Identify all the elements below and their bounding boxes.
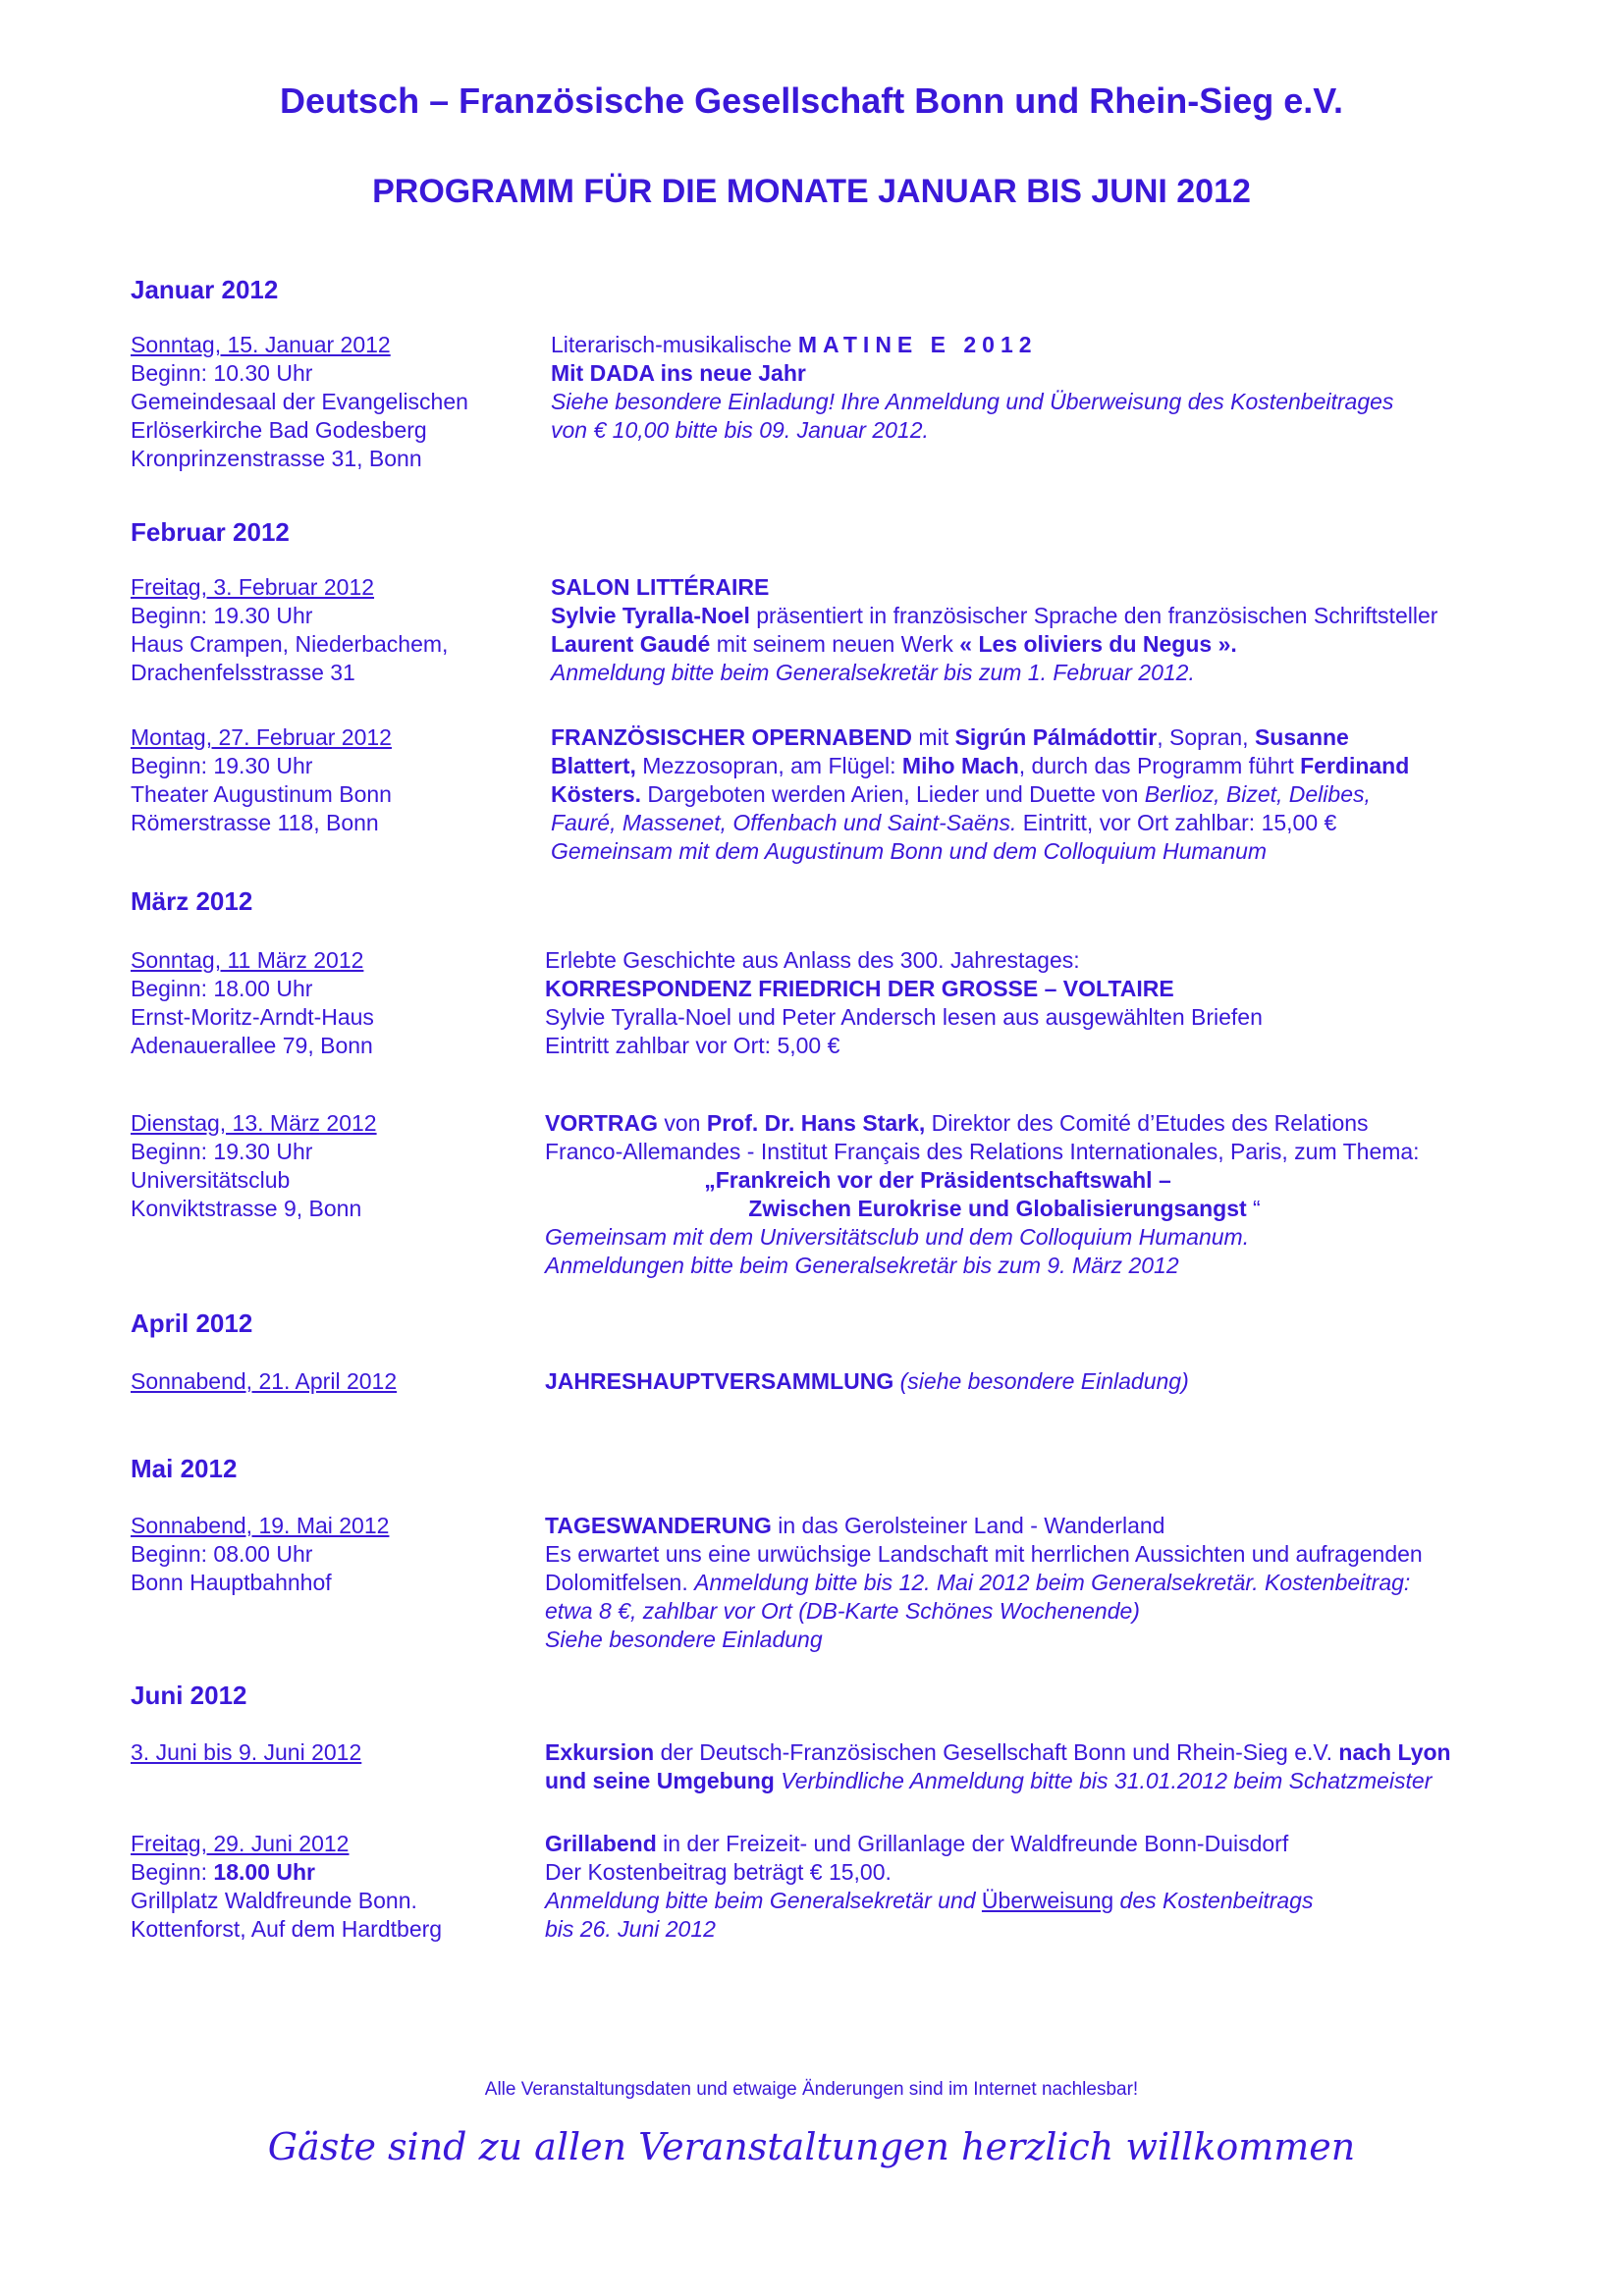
event-date: Montag, 27. Februar 2012 <box>131 724 392 750</box>
society-title: Deutsch – Französische Gesellschaft Bonn und Rhein-Sieg e.V. <box>280 80 1343 121</box>
event-text: , Sopran, <box>1157 724 1255 750</box>
month-heading-maerz: März 2012 <box>131 886 253 916</box>
event-title: KORRESPONDENZ FRIEDRICH DER GROSSE – VOLTAIRE <box>545 976 1174 1001</box>
event-korrespondenz <box>131 946 1544 1064</box>
event-line: Franco-Allemandes - Institut Français des Relations Internationales, Paris, zum Thema: <box>545 1139 1420 1164</box>
event-text: des Kostenbeitrags <box>1113 1888 1314 1913</box>
event-details <box>131 1830 523 1944</box>
event-date: 3. Juni bis 9. Juni 2012 <box>131 1739 362 1765</box>
event-venue: Gemeindesaal der Evangelischen <box>131 389 468 414</box>
event-matinee <box>131 331 1544 478</box>
event-text: “ <box>1246 1196 1261 1221</box>
event-text: nach Lyon <box>1338 1739 1451 1765</box>
event-opernabend <box>131 723 1544 871</box>
event-details <box>131 723 523 837</box>
event-text: Mezzosopran, am Flügel: <box>635 753 902 778</box>
event-text: Sigrún Pálmádottir <box>954 724 1158 750</box>
event-date: Sonntag, 15. Januar 2012 <box>131 332 391 357</box>
event-venue: Theater Augustinum Bonn <box>131 781 392 807</box>
event-title: VORTRAG <box>545 1110 658 1136</box>
event-venue: Ernst-Moritz-Arndt-Haus <box>131 1004 374 1030</box>
event-line <box>551 630 1437 659</box>
event-salon-litteraire <box>131 573 1544 691</box>
event-line: Erlebte Geschichte aus Anlass des 300. Jahrestages: <box>545 947 1080 973</box>
event-description <box>545 1738 1451 1795</box>
event-venue: Erlöserkirche Bad Godesberg <box>131 417 427 443</box>
event-address: Konviktstrasse 9, Bonn <box>131 1196 362 1221</box>
event-date: Dienstag, 13. März 2012 <box>131 1110 377 1136</box>
event-line <box>545 1738 1451 1767</box>
event-note: Anmeldungen bitte beim Generalsekretär bis zum 9. März 2012 <box>545 1253 1179 1278</box>
event-note: Verbindliche Anmeldung bitte bis 31.01.2012 beim Schatzmeister <box>774 1768 1433 1793</box>
event-description <box>551 723 1409 866</box>
event-text: Beginn: <box>131 1859 214 1885</box>
event-text: Susanne <box>1254 724 1349 750</box>
event-subtitle: Mit DADA ins neue Jahr <box>551 360 806 386</box>
event-note: bis 26. Juni 2012 <box>545 1916 716 1942</box>
event-text: mit <box>912 724 955 750</box>
closing-line: Gäste sind zu allen Veranstaltungen herzlich willkommen <box>267 2125 1356 2168</box>
event-note: Anmeldung bitte beim Generalsekretär bis zum 1. Februar 2012. <box>551 660 1195 685</box>
event-topic <box>545 1195 1527 1223</box>
event-line <box>545 1109 1527 1138</box>
event-line <box>545 1767 1451 1795</box>
event-title: FRANZÖSISCHER OPERNABEND <box>551 724 913 750</box>
event-line <box>551 723 1409 752</box>
event-details <box>131 331 523 473</box>
event-description <box>545 1830 1313 1944</box>
event-line <box>545 1512 1423 1540</box>
event-jahreshauptversammlung <box>131 1367 1544 1397</box>
month-heading-juni: Juni 2012 <box>131 1681 247 1710</box>
event-text: Zwischen Eurokrise und Globalisierungsangst <box>748 1196 1247 1221</box>
event-note: Anmeldung bitte bis 12. Mai 2012 beim Generalsekretär. Kostenbeitrag: <box>694 1570 1411 1595</box>
event-price: Eintritt, vor Ort zahlbar: 15,00 € <box>1016 810 1337 835</box>
event-venue: Bonn Hauptbahnhof <box>131 1570 332 1595</box>
event-text: Miho Mach <box>901 753 1019 778</box>
event-description <box>551 331 1393 445</box>
event-line: Es erwartet uns eine urwüchsige Landschaft mit herrlichen Aussichten und aufragenden <box>545 1541 1423 1567</box>
event-text: Dargeboten werden Arien, Lieder und Duette von <box>641 781 1145 807</box>
event-text: präsentiert in französischer Sprache den französischen Schriftsteller <box>749 603 1438 628</box>
event-description <box>545 1512 1423 1654</box>
month-heading-mai: Mai 2012 <box>131 1454 238 1483</box>
event-note: Siehe besondere Einladung! Ihre Anmeldung und Überweisung des Kostenbeitrages <box>551 389 1394 414</box>
event-line: Sylvie Tyralla-Noel und Peter Andersch lesen aus ausgewählten Briefen <box>545 1004 1263 1030</box>
event-note: etwa 8 €, zahlbar vor Ort (DB-Karte Schönes Wochenende) <box>545 1598 1140 1624</box>
event-text: Berlioz, Bizet, Delibes, <box>1144 781 1371 807</box>
event-start-time: Beginn: 19.30 Uhr <box>131 753 313 778</box>
event-title: SALON LITTÉRAIRE <box>551 574 770 600</box>
program-title: PROGRAMM FÜR DIE MONATE JANUAR BIS JUNI 2012 <box>372 173 1251 210</box>
event-text: in der Freizeit- und Grillanlage der Waldfreunde Bonn-Duisdorf <box>656 1831 1289 1856</box>
event-vortrag <box>131 1109 1544 1286</box>
event-start-time: Beginn: 19.30 Uhr <box>131 1139 313 1164</box>
event-text: mit seinem neuen Werk <box>710 631 960 657</box>
event-text: Anmeldung bitte beim Generalsekretär und <box>545 1888 982 1913</box>
event-date: Freitag, 3. Februar 2012 <box>131 574 375 600</box>
event-text: Dolomitfelsen. <box>545 1570 695 1595</box>
event-details <box>131 1367 523 1396</box>
event-start-time: Beginn: 19.30 Uhr <box>131 603 313 628</box>
event-note: Gemeinsam mit dem Universitätsclub und dem Colloquium Humanum. <box>545 1224 1250 1250</box>
event-text: in das Gerolsteiner Land - Wanderland <box>771 1513 1165 1538</box>
event-note <box>545 1887 1313 1915</box>
event-venue: Grillplatz Waldfreunde Bonn. <box>131 1888 417 1913</box>
event-text: Laurent Gaudé <box>551 631 711 657</box>
event-start-time: Beginn: 18.00 Uhr <box>131 976 313 1001</box>
month-heading-januar: Januar 2012 <box>131 275 279 304</box>
event-date: Sonntag, 11 März 2012 <box>131 947 364 973</box>
event-note: Gemeinsam mit dem Augustinum Bonn und dem Colloquium Humanum <box>551 838 1268 864</box>
event-text: Ferdinand <box>1300 753 1410 778</box>
event-price: Eintritt zahlbar vor Ort: 5,00 € <box>545 1033 840 1058</box>
event-title: Grillabend <box>545 1831 657 1856</box>
event-start-time: Beginn: 10.30 Uhr <box>131 360 313 386</box>
event-line <box>545 1367 1189 1396</box>
event-date: Freitag, 29. Juni 2012 <box>131 1831 350 1856</box>
event-address: Römerstrasse 118, Bonn <box>131 810 379 835</box>
event-venue: Universitätsclub <box>131 1167 291 1193</box>
event-line <box>545 1830 1313 1858</box>
event-details <box>131 1109 523 1223</box>
event-description <box>545 1367 1189 1396</box>
month-heading-februar: Februar 2012 <box>131 517 290 547</box>
event-text: Blattert, <box>551 753 636 778</box>
event-title: Exkursion <box>545 1739 655 1765</box>
month-heading-april: April 2012 <box>131 1308 253 1338</box>
event-title: TAGESWANDERUNG <box>545 1513 772 1538</box>
event-line <box>551 602 1437 630</box>
event-text: Prof. Dr. Hans Stark, <box>706 1110 926 1136</box>
event-note: (siehe besondere Einladung) <box>893 1368 1189 1394</box>
event-title: MATINE E 2012 <box>797 332 1038 357</box>
event-text: Direktor des Comité d’Etudes des Relations <box>925 1110 1369 1136</box>
event-title: JAHRESHAUPTVERSAMMLUNG <box>545 1368 894 1394</box>
event-price: Der Kostenbeitrag beträgt € 15,00. <box>545 1859 892 1885</box>
event-address: Drachenfelsstrasse 31 <box>131 660 355 685</box>
event-tageswanderung <box>131 1512 1544 1659</box>
event-text: Sylvie Tyralla-Noel <box>551 603 750 628</box>
event-address: Adenauerallee 79, Bonn <box>131 1033 373 1058</box>
event-description <box>551 573 1437 687</box>
event-text: Überweisung <box>981 1888 1114 1913</box>
event-text: von <box>658 1110 707 1136</box>
event-address: Kronprinzenstrasse 31, Bonn <box>131 446 422 471</box>
event-text: Fauré, Massenet, Offenbach und Saint-Saëns. <box>551 810 1017 835</box>
event-details <box>131 1738 523 1767</box>
event-description <box>545 1109 1527 1280</box>
event-grillabend <box>131 1830 1544 1948</box>
event-description <box>545 946 1263 1060</box>
event-start-time <box>131 1858 523 1887</box>
event-details <box>131 946 523 1060</box>
event-line <box>551 331 1393 359</box>
event-note: Siehe besondere Einladung <box>545 1627 823 1652</box>
event-date: Sonnabend, 21. April 2012 <box>131 1368 398 1394</box>
event-text: « Les oliviers du Negus ». <box>959 631 1237 657</box>
event-topic: „Frankreich vor der Präsidentschaftswahl – <box>704 1167 1171 1193</box>
event-line <box>551 780 1409 809</box>
event-text: Kösters. <box>551 781 642 807</box>
event-start-time: Beginn: 08.00 Uhr <box>131 1541 313 1567</box>
event-details <box>131 1512 523 1597</box>
event-date: Sonnabend, 19. Mai 2012 <box>131 1513 390 1538</box>
event-text: der Deutsch-Französischen Gesellschaft Bonn und Rhein-Sieg e.V. <box>654 1739 1339 1765</box>
event-text: und seine Umgebung <box>545 1768 775 1793</box>
event-line <box>545 1569 1423 1597</box>
event-details <box>131 573 523 687</box>
footer-note: Alle Veranstaltungsdaten und etwaige Änderungen sind im Internet nachlesbar! <box>484 2079 1139 2100</box>
event-line <box>551 752 1409 780</box>
event-note: von € 10,00 bitte bis 09. Januar 2012. <box>551 417 929 443</box>
event-text: 18.00 Uhr <box>213 1859 315 1885</box>
event-text: Literarisch-musikalische <box>551 332 798 357</box>
event-exkursion-lyon <box>131 1738 1544 1797</box>
event-text: , durch das Programm führt <box>1018 753 1301 778</box>
event-venue: Haus Crampen, Niederbachem, <box>131 631 449 657</box>
event-address: Kottenforst, Auf dem Hardtberg <box>131 1916 443 1942</box>
event-line <box>551 809 1409 837</box>
